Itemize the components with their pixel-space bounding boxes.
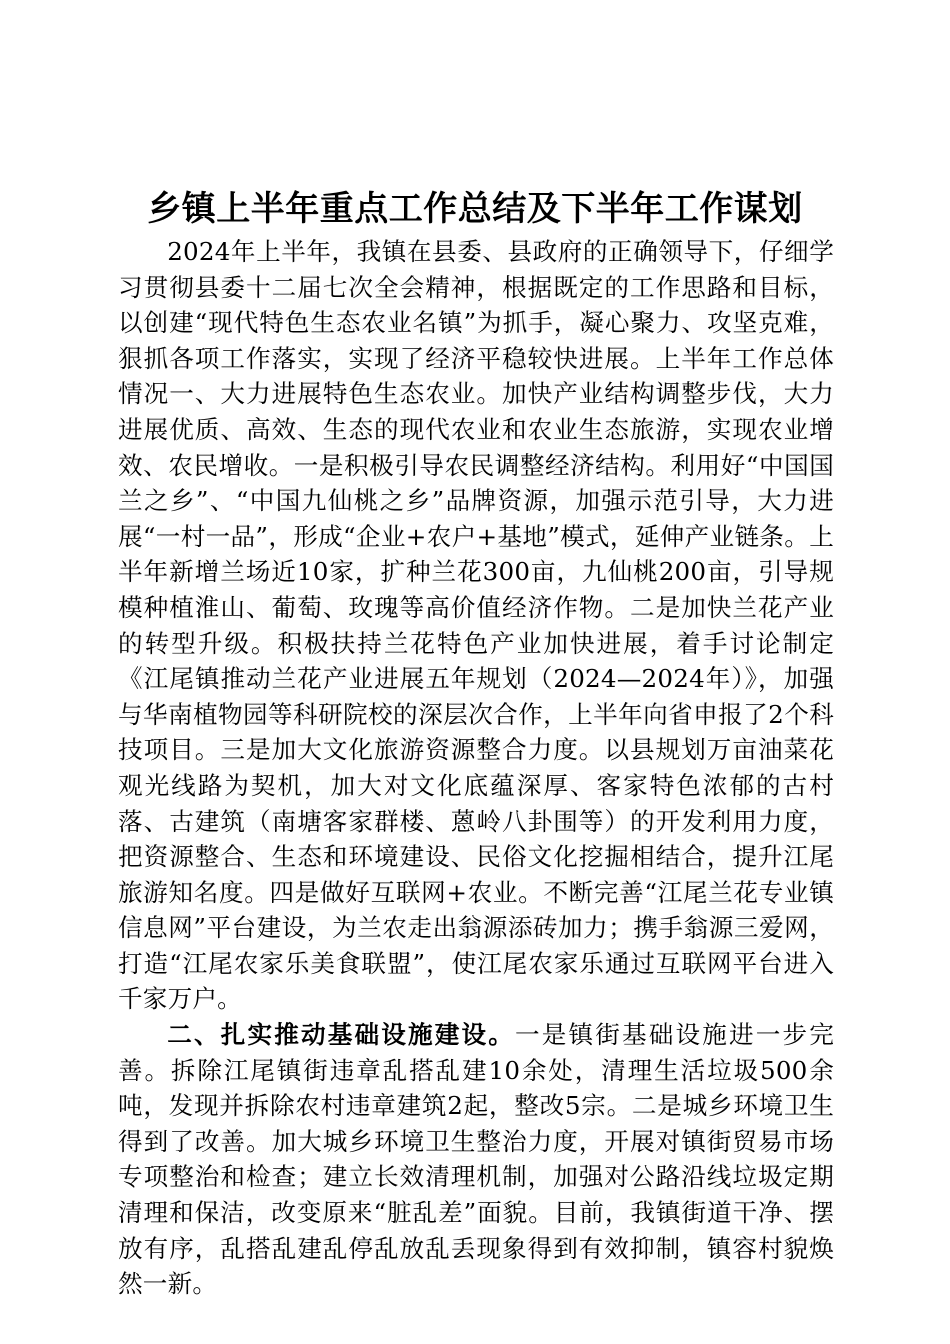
paragraph-infrastructure — [118, 1017, 834, 1302]
paragraph-lead: 二、扎实推动基础设施建设。 — [167, 1020, 515, 1050]
document-body — [118, 234, 834, 1302]
paragraph-text: 2024年上半年，我镇在县委、县政府的正确领导下，仔细学习贯彻县委十二届七次全会精神，根据既定的工作思路和目标，以创建“现代特色生态农业名镇”为抓手，凝心聚力、攻坚克难，狠抓各项工作落实，实现了经济平稳较快进展。上半年工作总体情况一、大力进展特色生态农业。加快产业结构调整步伐，大力进展优质、高效、生态的现代农业和农业生态旅游，实现农业增效、农民增收。一是积极引导农民调整经济结构。利用好“中国国兰之乡”、“中国九仙桃之乡”品牌资源，加强示范引导，大力进展“一村一品”，形成“企业+农户+基地”模式，延伸产业链条。上半年新增兰场近10家，扩种兰花300亩，九仙桃200亩，引导规模种植淮山、葡萄、玫瑰等高价值经济作物。二是加快兰花产业的转型升级。积极扶持兰花特色产业加快进展，着手讨论制定《江尾镇推动兰花产业进展五年规划（2024—2024年）》，加强与华南植物园等科研院校的深层次合作，上半年向省申报了2个科技项目。三是加大文化旅游资源整合力度。以县规划万亩油菜花观光线路为契机，加大对文化底蕴深厚、客家特色浓郁的古村落、古建筑（南塘客家群楼、蒽岭八卦围等）的开发利用力度，把资源整合、生态和环境建设、民俗文化挖掘相结合，提升江尾旅游知名度。四是做好互联网+农业。不断完善“江尾兰花专业镇信息网”平台建设，为兰农走出翁源添砖加力；携手翁源三爱网，打造“江尾农家乐美食联盟”，使江尾农家乐通过互联网平台进入千家万户。 — [118, 237, 834, 1014]
paragraph-agriculture — [118, 234, 834, 1017]
paragraph-text: 一是镇街基础设施进一步完善。拆除江尾镇街违章乱搭乱建10余处，清理生活垃圾500余吨，发现并拆除农村违章建筑2起，整改5宗。二是城乡环境卫生得到了改善。加大城乡环境卫生整治力度，开展对镇街贸易市场专项整治和检查；建立长效清理机制，加强对公路沿线垃圾定期清理和保洁，改变原来“脏乱差”面貌。目前，我镇街道干净、摆放有序，乱搭乱建乱停乱放乱丢现象得到有效抑制，镇容村貌焕然一新。 — [118, 1020, 834, 1299]
document-title: 乡镇上半年重点工作总结及下半年工作谋划 — [147, 189, 803, 229]
